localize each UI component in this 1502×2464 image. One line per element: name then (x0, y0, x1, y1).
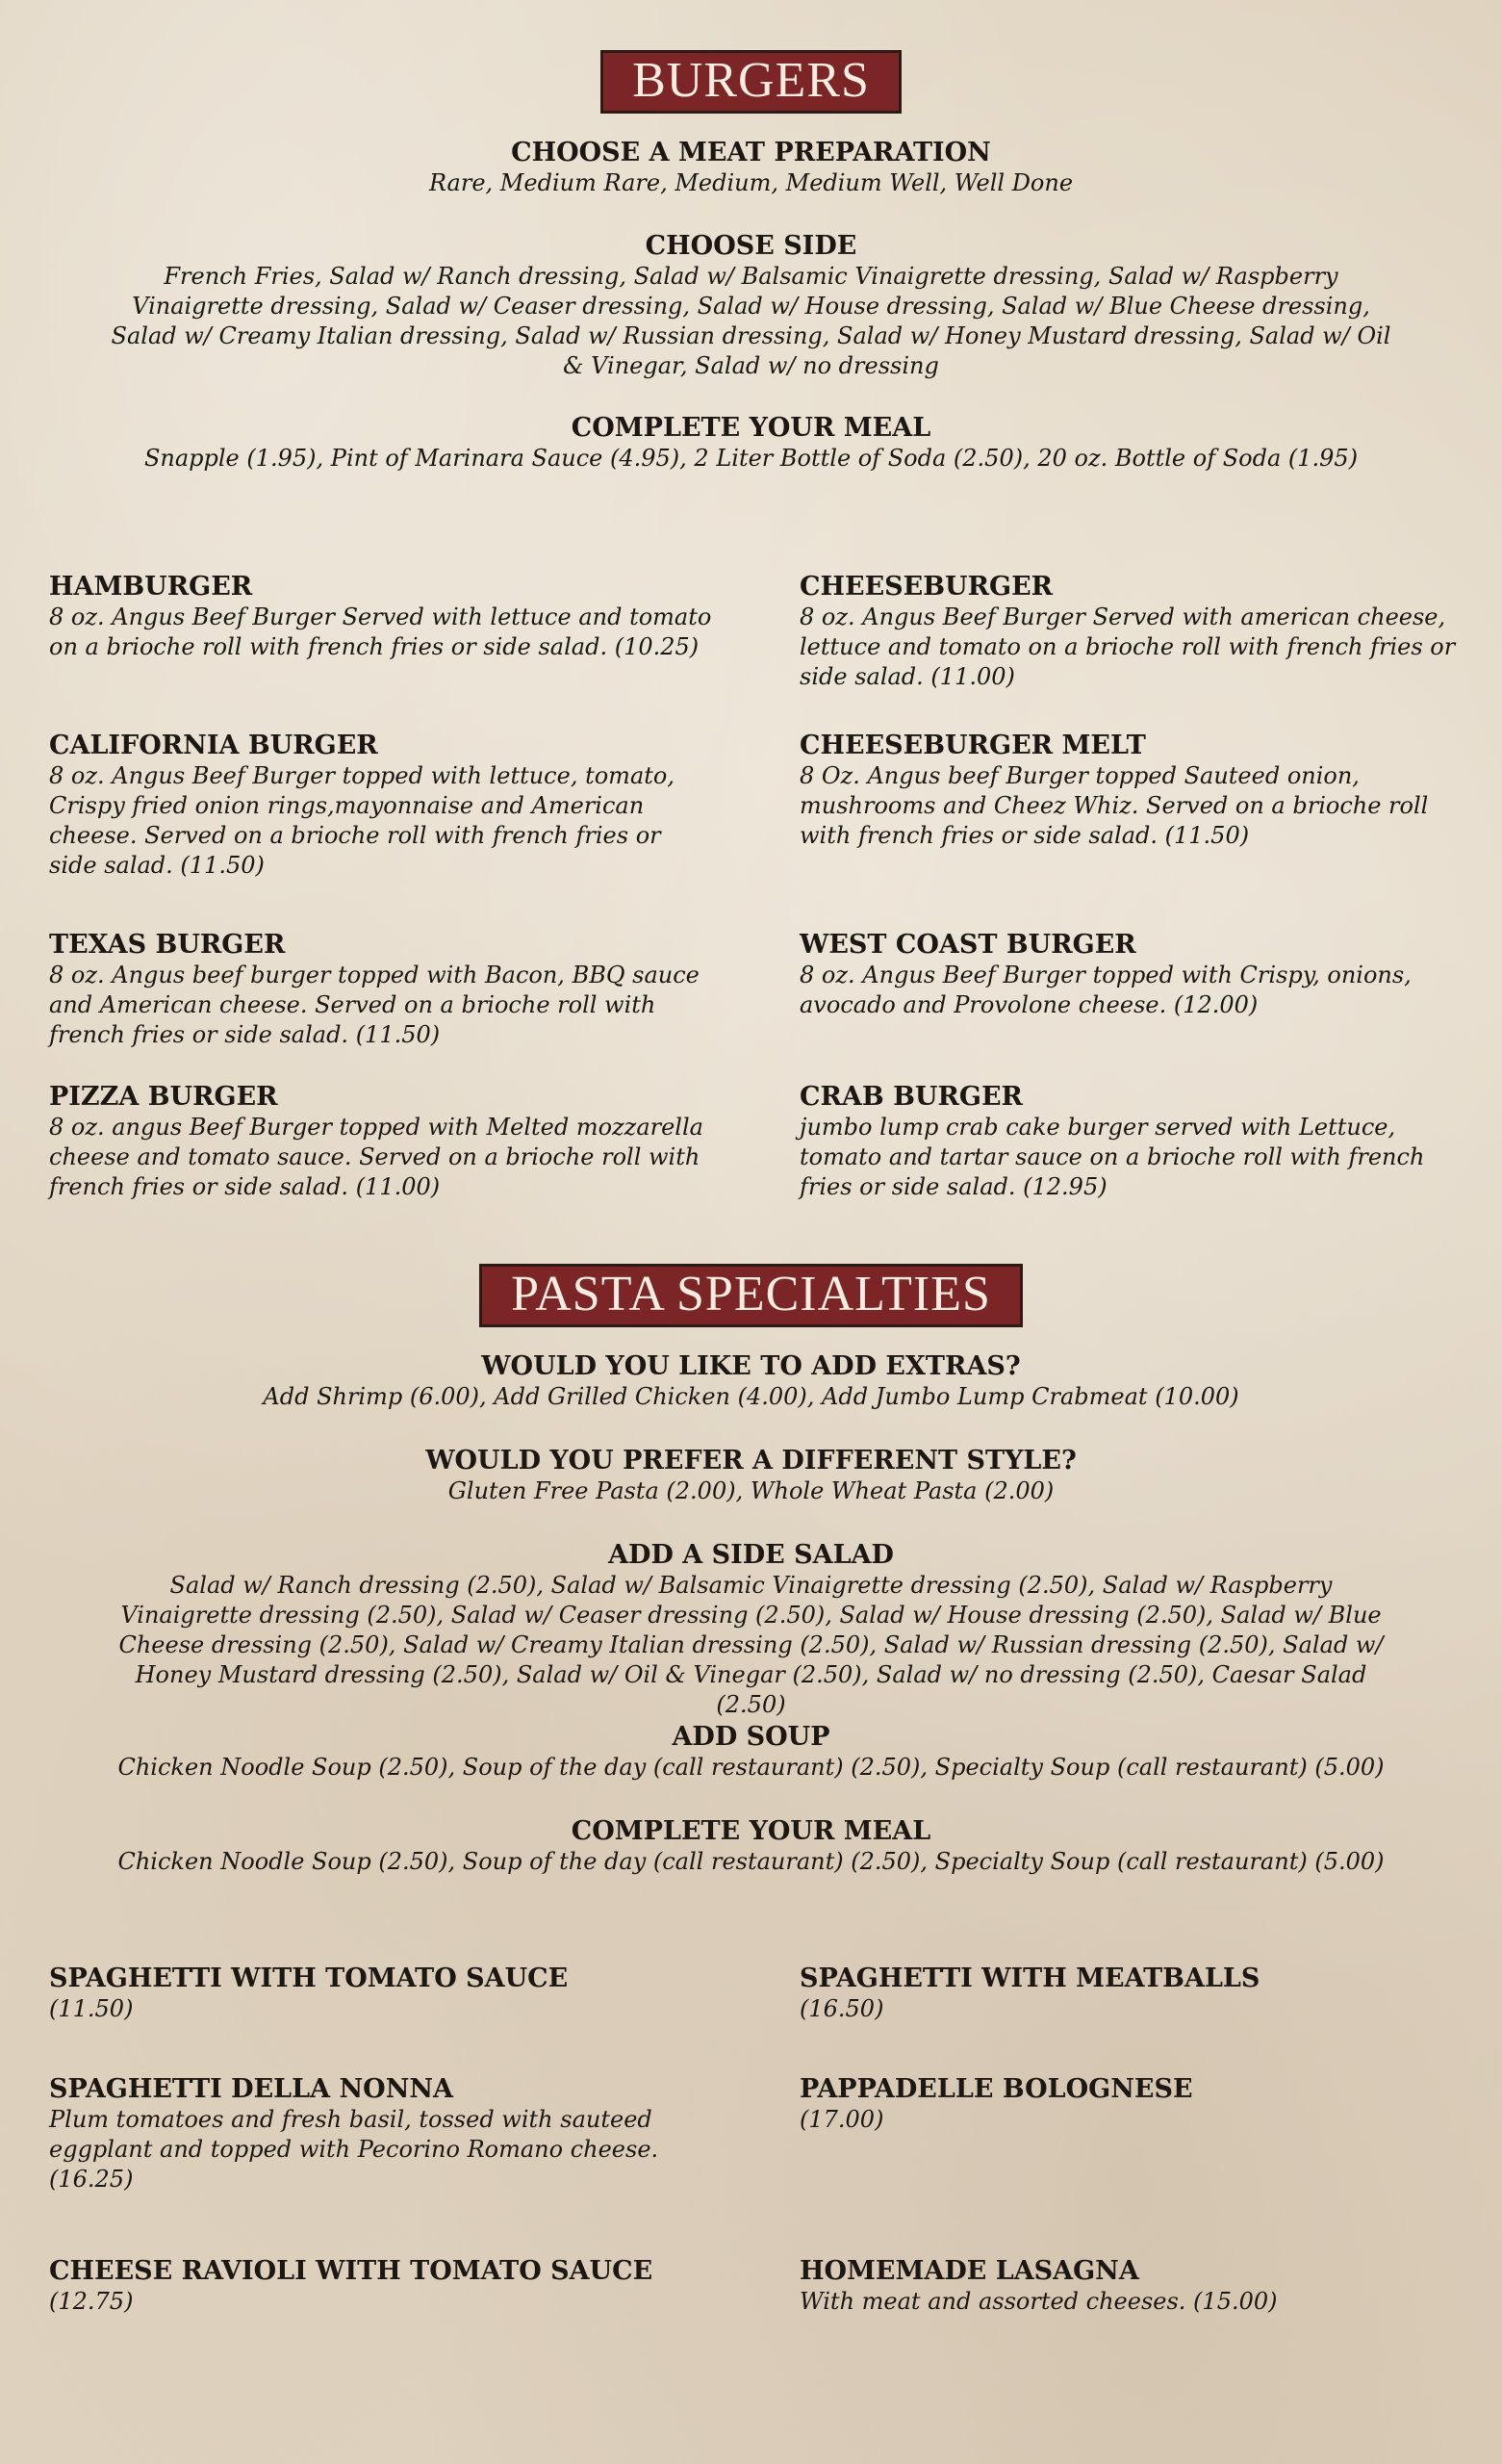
pasta-complete-meal-title: COMPLETE YOUR MEAL (571, 1816, 931, 1846)
pasta-title: PASTA SPECIALTIES (479, 1264, 1023, 1327)
item-desc: 8 oz. Angus beef burger topped with Bacon, BBQ sauce and American cheese. Served on a brioche roll with french fries or side salad. (11.50) (49, 962, 700, 1048)
meat-preparation-text: Rare, Medium Rare, Medium, Medium Well, Well Done (428, 169, 1074, 196)
style-text: Gluten Free Pasta (2.00), Whole Wheat Pasta (2.00) (447, 1477, 1055, 1504)
item-name: SPAGHETTI DELLA NONNA (49, 2074, 454, 2104)
item-name: SPAGHETTI WITH MEATBALLS (800, 1964, 1260, 1993)
menu-item-hamburger (49, 572, 713, 662)
meat-preparation-block (106, 138, 1396, 198)
item-name: CHEESEBURGER MELT (800, 731, 1146, 760)
item-desc: 8 oz. Angus Beef Burger Served with lettuce and tomato on a brioche roll with french fries or side salad. (10.25) (49, 603, 712, 660)
pasta-header (0, 1264, 1502, 1327)
item-desc: 8 oz. Angus Beef Burger Served with american cheese, lettuce and tomato on a brioche roll with french fries or side salad. (11.00) (800, 603, 1456, 690)
item-name: PAPPADELLE BOLOGNESE (800, 2074, 1193, 2104)
style-block (106, 1446, 1396, 1506)
item-desc: 8 oz. Angus Beef Burger topped with Crispy, onions, avocado and Provolone cheese. (12.00) (800, 962, 1412, 1018)
meat-preparation-title: CHOOSE A MEAT PREPARATION (511, 138, 991, 167)
menu-item-pizza-burger (49, 1082, 713, 1202)
pasta-complete-meal-text: Chicken Noodle Soup (2.50), Soup of the day (call restaurant) (2.50), Specialty Soup (call restaurant) (5.00) (117, 1848, 1385, 1875)
burgers-complete-meal-block (106, 413, 1396, 474)
side-salad-title: ADD A SIDE SALAD (608, 1540, 894, 1570)
burgers-complete-meal-title: COMPLETE YOUR MEAL (571, 413, 931, 443)
item-name: CALIFORNIA BURGER (49, 731, 378, 760)
item-name: HOMEMADE LASAGNA (800, 2256, 1139, 2286)
add-soup-title: ADD SOUP (672, 1722, 830, 1752)
item-name: CRAB BURGER (800, 1082, 1023, 1112)
extras-title: WOULD YOU LIKE TO ADD EXTRAS? (481, 1351, 1021, 1381)
side-salad-block (106, 1540, 1396, 1720)
item-desc: (11.50) (49, 1995, 134, 2022)
item-name: HAMBURGER (49, 572, 253, 602)
choose-side-text: French Fries, Salad w/ Ranch dressing, Salad w/ Balsamic Vinaigrette dressing, Salad w/ Raspberry Vinaigrette dressing, Salad w/ Ceaser dressing, Salad w/ House dressing, Salad w/ Blue Cheese dressing, Salad w/ Creamy Italian dressing, Salad w/ Russian dressing, Salad w/ Honey Mustard dressing, Salad w/ Oil & Vinegar, Salad w/ no dressing (111, 263, 1391, 379)
menu-item-crab-burger (800, 1082, 1464, 1202)
item-name: TEXAS BURGER (49, 930, 286, 960)
item-name: WEST COAST BURGER (800, 930, 1136, 960)
item-desc: 8 oz. Angus Beef Burger topped with lettuce, tomato, Crispy fried onion rings,mayonnaise and American cheese. Served on a brioche roll with french fries or side salad. (11.50) (49, 762, 675, 879)
menu-item-spaghetti-tomato-sauce (49, 1964, 713, 2024)
item-desc: (17.00) (800, 2106, 884, 2133)
choose-side-title: CHOOSE SIDE (645, 231, 857, 261)
side-salad-text: Salad w/ Ranch dressing (2.50), Salad w/ Balsamic Vinaigrette dressing (2.50), Salad w/ Raspberry Vinaigrette dressing (2.50), Salad w/ Ceaser dressing (2.50), Salad w/ House dressing (2.50), Salad w/ Blue Cheese dressing (2.50), Salad w/ Creamy Italian dressing (2.50), Salad w/ Russian dressing (2.50), Salad w/ Honey Mustard dressing (2.50), Salad w/ Oil & Vinegar (2.50), Salad w/ no dressing (2.50), Caesar Salad (2.50) (118, 1572, 1384, 1718)
menu-item-spaghetti-meatballs (800, 1964, 1464, 2024)
menu-item-texas-burger (49, 930, 713, 1050)
item-desc: 8 oz. angus Beef Burger topped with Melted mozzarella cheese and tomato sauce. Served on a brioche roll with french fries or side salad. (11.00) (49, 1114, 703, 1200)
item-desc: Plum tomatoes and fresh basil, tossed with sauteed eggplant and topped with Pecorino Romano cheese. (16.25) (49, 2106, 659, 2193)
item-name: CHEESE RAVIOLI WITH TOMATO SAUCE (49, 2256, 653, 2286)
add-soup-text: Chicken Noodle Soup (2.50), Soup of the day (call restaurant) (2.50), Specialty Soup (call restaurant) (5.00) (117, 1754, 1385, 1781)
item-desc: With meat and assorted cheeses. (15.00) (800, 2288, 1278, 2315)
item-desc: (12.75) (49, 2288, 134, 2315)
extras-text: Add Shrimp (6.00), Add Grilled Chicken (4.00), Add Jumbo Lump Crabmeat (10.00) (263, 1383, 1239, 1410)
item-desc: 8 Oz. Angus beef Burger topped Sauteed onion, mushrooms and Cheez Whiz. Served on a brioche roll with french fries or side salad. (11.50) (800, 762, 1429, 849)
menu-item-cheeseburger-melt (800, 731, 1464, 851)
menu-item-pappadelle-bolognese (800, 2074, 1464, 2135)
item-desc: jumbo lump crab cake burger served with Lettuce, tomato and tartar sauce on a brioche roll with french fries or side salad. (12.95) (800, 1114, 1425, 1200)
burgers-title: BURGERS (600, 50, 902, 114)
item-name: PIZZA BURGER (49, 1082, 278, 1112)
add-soup-block (106, 1722, 1396, 1783)
pasta-complete-meal-block (106, 1816, 1396, 1877)
burgers-complete-meal-text: Snapple (1.95), Pint of Marinara Sauce (4.95), 2 Liter Bottle of Soda (2.50), 20 oz. Bottle of Soda (1.95) (143, 445, 1359, 472)
menu-item-west-coast-burger (800, 930, 1464, 1020)
menu-item-california-burger (49, 731, 713, 881)
menu-item-homemade-lasagna (800, 2256, 1464, 2317)
item-desc: (16.50) (800, 1995, 884, 2022)
style-title: WOULD YOU PREFER A DIFFERENT STYLE? (425, 1446, 1077, 1476)
choose-side-block (106, 231, 1396, 381)
extras-block (106, 1351, 1396, 1412)
menu-item-cheeseburger (800, 572, 1464, 692)
menu-item-spaghetti-della-nonna (49, 2074, 713, 2194)
item-name: SPAGHETTI WITH TOMATO SAUCE (49, 1964, 569, 1993)
menu-item-cheese-ravioli (49, 2256, 713, 2317)
item-name: CHEESEBURGER (800, 572, 1054, 602)
burgers-header (0, 50, 1502, 114)
